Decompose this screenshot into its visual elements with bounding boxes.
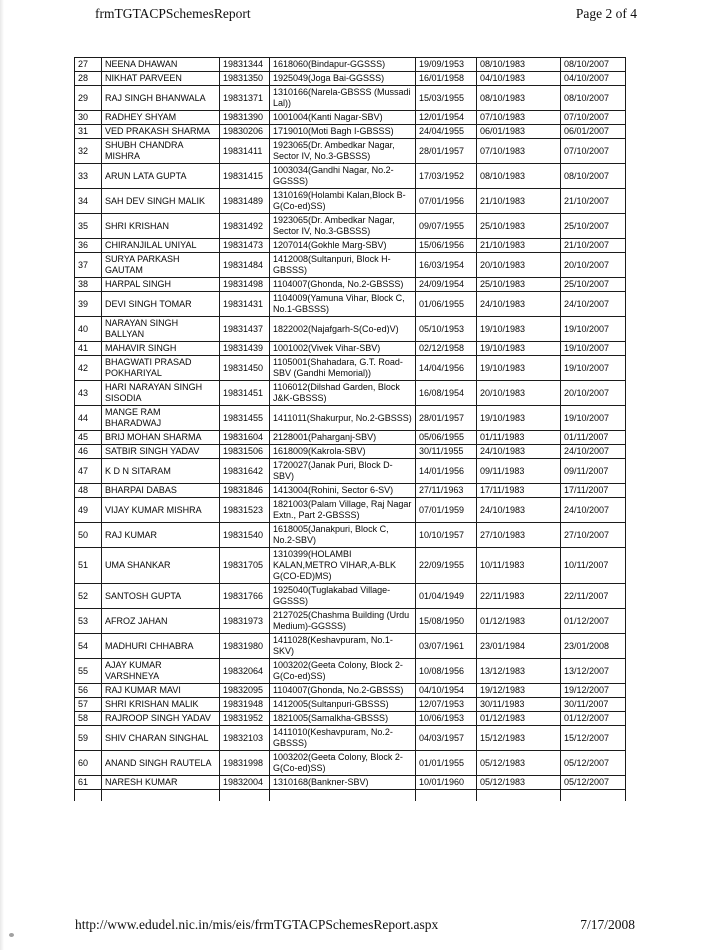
report-table-body bbox=[75, 58, 626, 802]
cell-dob: 15/06/1956 bbox=[416, 239, 477, 253]
cell-appointment_date: 09/11/1983 bbox=[477, 459, 561, 484]
cell-appointment_date: 21/10/1983 bbox=[477, 239, 561, 253]
cell-acp_date: 08/10/2007 bbox=[561, 86, 626, 111]
cell-school: 1001002(Vivek Vihar-SBV) bbox=[270, 342, 416, 356]
cell-name: RADHEY SHYAM bbox=[102, 111, 220, 125]
cell-school: 1411011(Shakurpur, No.2-GBSSS) bbox=[270, 406, 416, 431]
cell-school: 1105001(Shahadara, G.T. Road-SBV (Gandhi Memorial)) bbox=[270, 356, 416, 381]
cell-appointment_date: 08/10/1983 bbox=[477, 86, 561, 111]
cell-emp_id: 19831473 bbox=[220, 239, 270, 253]
cell-dob: 14/04/1956 bbox=[416, 356, 477, 381]
cell-dob: 10/01/1960 bbox=[416, 776, 477, 790]
cell-appointment_date: 19/10/1983 bbox=[477, 356, 561, 381]
cell-sno: 51 bbox=[75, 548, 102, 584]
cell-name: MAHAVIR SINGH bbox=[102, 342, 220, 356]
cell-empty bbox=[477, 790, 561, 802]
source-url: http://www.edudel.nic.in/mis/eis/frmTGTACPSchemesReport.aspx bbox=[75, 917, 439, 932]
cell-dob: 03/07/1961 bbox=[416, 634, 477, 659]
table-row bbox=[75, 484, 626, 498]
cell-emp_id: 19832064 bbox=[220, 659, 270, 684]
cell-sno: 29 bbox=[75, 86, 102, 111]
cell-sno: 55 bbox=[75, 659, 102, 684]
cell-emp_id: 19832095 bbox=[220, 684, 270, 698]
cell-acp_date: 10/11/2007 bbox=[561, 548, 626, 584]
cell-acp_date: 01/11/2007 bbox=[561, 431, 626, 445]
cell-acp_date: 27/10/2007 bbox=[561, 523, 626, 548]
cell-dob: 22/09/1955 bbox=[416, 548, 477, 584]
cell-sno: 41 bbox=[75, 342, 102, 356]
cell-emp_id: 19831484 bbox=[220, 253, 270, 278]
cell-dob: 15/03/1955 bbox=[416, 86, 477, 111]
cell-school: 1925049(Joga Bai-GGSSS) bbox=[270, 72, 416, 86]
cell-sno: 39 bbox=[75, 292, 102, 317]
cell-appointment_date: 27/10/1983 bbox=[477, 523, 561, 548]
cell-school: 1411010(Keshavpuram, No.2-GBSSS) bbox=[270, 726, 416, 751]
cell-appointment_date: 25/10/1983 bbox=[477, 278, 561, 292]
cell-name: BHARPAI DABAS bbox=[102, 484, 220, 498]
table-row bbox=[75, 381, 626, 406]
cell-sno: 50 bbox=[75, 523, 102, 548]
cell-sno: 59 bbox=[75, 726, 102, 751]
cell-name: AFROZ JAHAN bbox=[102, 609, 220, 634]
scan-speck bbox=[9, 933, 14, 937]
table-row bbox=[75, 584, 626, 609]
cell-empty bbox=[416, 790, 477, 802]
cell-name: NEENA DHAWAN bbox=[102, 58, 220, 72]
cell-acp_date: 19/10/2007 bbox=[561, 406, 626, 431]
cell-appointment_date: 24/10/1983 bbox=[477, 445, 561, 459]
cell-appointment_date: 19/10/1983 bbox=[477, 317, 561, 342]
print-date: 7/17/2008 bbox=[580, 917, 635, 932]
cell-dob: 14/01/1956 bbox=[416, 459, 477, 484]
cell-name: MANGE RAM BHARADWAJ bbox=[102, 406, 220, 431]
cell-appointment_date: 23/01/1984 bbox=[477, 634, 561, 659]
cell-appointment_date: 08/10/1983 bbox=[477, 58, 561, 72]
cell-sno: 43 bbox=[75, 381, 102, 406]
cell-acp_date: 09/11/2007 bbox=[561, 459, 626, 484]
cell-emp_id: 19831415 bbox=[220, 164, 270, 189]
cell-school: 1003202(Geeta Colony, Block 2-G(Co-ed)SS) bbox=[270, 751, 416, 776]
cell-sno: 44 bbox=[75, 406, 102, 431]
cell-name: BRIJ MOHAN SHARMA bbox=[102, 431, 220, 445]
cell-name: HARI NARAYAN SINGH SISODIA bbox=[102, 381, 220, 406]
cell-name: SANTOSH GUPTA bbox=[102, 584, 220, 609]
cell-acp_date: 13/12/2007 bbox=[561, 659, 626, 684]
cell-school: 1104007(Ghonda, No.2-GBSSS) bbox=[270, 278, 416, 292]
cell-emp_id: 19831455 bbox=[220, 406, 270, 431]
cell-name: ANAND SINGH RAUTELA bbox=[102, 751, 220, 776]
cell-name: HARPAL SINGH bbox=[102, 278, 220, 292]
cell-emp_id: 19831411 bbox=[220, 139, 270, 164]
cell-dob: 12/07/1953 bbox=[416, 698, 477, 712]
cell-school: 2127025(Chashma Building (Urdu Medium)-GGSSS) bbox=[270, 609, 416, 634]
cell-appointment_date: 25/10/1983 bbox=[477, 214, 561, 239]
cell-appointment_date: 22/11/1983 bbox=[477, 584, 561, 609]
cell-acp_date: 24/10/2007 bbox=[561, 498, 626, 523]
cell-name: SHUBH CHANDRA MISHRA bbox=[102, 139, 220, 164]
cell-sno: 57 bbox=[75, 698, 102, 712]
cell-dob: 10/10/1957 bbox=[416, 523, 477, 548]
table-row bbox=[75, 72, 626, 86]
cell-acp_date: 07/10/2007 bbox=[561, 139, 626, 164]
table-row bbox=[75, 342, 626, 356]
cell-acp_date: 21/10/2007 bbox=[561, 239, 626, 253]
table-row bbox=[75, 58, 626, 72]
cell-school: 1720027(Janak Puri, Block D-SBV) bbox=[270, 459, 416, 484]
table-row bbox=[75, 751, 626, 776]
cell-acp_date: 08/10/2007 bbox=[561, 58, 626, 72]
table-row bbox=[75, 253, 626, 278]
cell-acp_date: 08/10/2007 bbox=[561, 164, 626, 189]
table-row bbox=[75, 189, 626, 214]
cell-appointment_date: 10/11/1983 bbox=[477, 548, 561, 584]
cell-school: 1310168(Bankner-SBV) bbox=[270, 776, 416, 790]
cell-sno: 49 bbox=[75, 498, 102, 523]
cell-school: 1001004(Kanti Nagar-SBV) bbox=[270, 111, 416, 125]
table-row bbox=[75, 86, 626, 111]
cell-appointment_date: 01/12/1983 bbox=[477, 609, 561, 634]
cell-acp_date: 19/10/2007 bbox=[561, 317, 626, 342]
cell-sno: 31 bbox=[75, 125, 102, 139]
table-row bbox=[75, 445, 626, 459]
cell-dob: 04/10/1954 bbox=[416, 684, 477, 698]
cell-emp_id: 19831642 bbox=[220, 459, 270, 484]
cell-emp_id: 19831980 bbox=[220, 634, 270, 659]
table-row bbox=[75, 111, 626, 125]
cell-sno: 30 bbox=[75, 111, 102, 125]
cell-school: 1411028(Keshavpuram, No.1-SKV) bbox=[270, 634, 416, 659]
cell-sno: 42 bbox=[75, 356, 102, 381]
cell-dob: 10/08/1956 bbox=[416, 659, 477, 684]
cell-acp_date: 05/12/2007 bbox=[561, 751, 626, 776]
cell-name: NIKHAT PARVEEN bbox=[102, 72, 220, 86]
cell-sno: 53 bbox=[75, 609, 102, 634]
cell-sno: 54 bbox=[75, 634, 102, 659]
cell-school: 1923065(Dr. Ambedkar Nagar, Sector IV, No.3-GBSSS) bbox=[270, 214, 416, 239]
cell-dob: 28/01/1957 bbox=[416, 406, 477, 431]
cell-school: 1310169(Holambi Kalan,Block B-G(Co-ed)SS) bbox=[270, 189, 416, 214]
cell-acp_date: 19/10/2007 bbox=[561, 342, 626, 356]
cell-acp_date: 19/12/2007 bbox=[561, 684, 626, 698]
table-row bbox=[75, 317, 626, 342]
cell-school: 1822002(Najafgarh-S(Co-ed)V) bbox=[270, 317, 416, 342]
cell-appointment_date: 07/10/1983 bbox=[477, 111, 561, 125]
cell-dob: 24/09/1954 bbox=[416, 278, 477, 292]
cell-sno: 34 bbox=[75, 189, 102, 214]
cell-emp_id: 19831973 bbox=[220, 609, 270, 634]
cell-emp_id: 19831705 bbox=[220, 548, 270, 584]
cell-emp_id: 19831492 bbox=[220, 214, 270, 239]
cell-name: BHAGWATI PRASAD POKHARIYAL bbox=[102, 356, 220, 381]
table-row bbox=[75, 292, 626, 317]
cell-acp_date: 24/10/2007 bbox=[561, 445, 626, 459]
cell-school: 1207014(Gokhle Marg-SBV) bbox=[270, 239, 416, 253]
cell-emp_id: 19831450 bbox=[220, 356, 270, 381]
cell-sno: 46 bbox=[75, 445, 102, 459]
cell-sno: 37 bbox=[75, 253, 102, 278]
cell-acp_date: 30/11/2007 bbox=[561, 698, 626, 712]
cell-empty bbox=[75, 790, 102, 802]
cell-name: SATBIR SINGH YADAV bbox=[102, 445, 220, 459]
table-row bbox=[75, 726, 626, 751]
cell-acp_date: 20/10/2007 bbox=[561, 253, 626, 278]
table-row bbox=[75, 214, 626, 239]
cell-sno: 40 bbox=[75, 317, 102, 342]
cell-sno: 56 bbox=[75, 684, 102, 698]
table-row bbox=[75, 356, 626, 381]
cell-emp_id: 19830206 bbox=[220, 125, 270, 139]
acp-schemes-report-table bbox=[74, 57, 626, 801]
cell-acp_date: 25/10/2007 bbox=[561, 278, 626, 292]
cell-sno: 45 bbox=[75, 431, 102, 445]
cell-appointment_date: 05/12/1983 bbox=[477, 751, 561, 776]
cell-name: VIJAY KUMAR MISHRA bbox=[102, 498, 220, 523]
cell-dob: 09/07/1955 bbox=[416, 214, 477, 239]
cell-acp_date: 05/12/2007 bbox=[561, 776, 626, 790]
cell-emp_id: 19831350 bbox=[220, 72, 270, 86]
cell-emp_id: 19831766 bbox=[220, 584, 270, 609]
cell-empty bbox=[220, 790, 270, 802]
cell-empty bbox=[102, 790, 220, 802]
cell-name: ARUN LATA GUPTA bbox=[102, 164, 220, 189]
cell-name: AJAY KUMAR VARSHNEYA bbox=[102, 659, 220, 684]
cell-appointment_date: 19/10/1983 bbox=[477, 406, 561, 431]
cell-school: 1821003(Palam Village, Raj Nagar Extn., Part 2-GBSSS) bbox=[270, 498, 416, 523]
cell-school: 1618005(Janakpuri, Block C, No.2-SBV) bbox=[270, 523, 416, 548]
table-row bbox=[75, 609, 626, 634]
cell-emp_id: 19832004 bbox=[220, 776, 270, 790]
table-row bbox=[75, 712, 626, 726]
cell-dob: 02/12/1958 bbox=[416, 342, 477, 356]
cell-appointment_date: 20/10/1983 bbox=[477, 253, 561, 278]
cell-appointment_date: 01/11/1983 bbox=[477, 431, 561, 445]
cell-appointment_date: 01/12/1983 bbox=[477, 712, 561, 726]
cell-dob: 19/09/1953 bbox=[416, 58, 477, 72]
cell-emp_id: 19831604 bbox=[220, 431, 270, 445]
table-row bbox=[75, 634, 626, 659]
cell-sno: 47 bbox=[75, 459, 102, 484]
cell-dob: 01/01/1955 bbox=[416, 751, 477, 776]
cell-acp_date: 07/10/2007 bbox=[561, 111, 626, 125]
cell-dob: 04/03/1957 bbox=[416, 726, 477, 751]
cell-school: 1106012(Dilshad Garden, Block J&K-GBSSS) bbox=[270, 381, 416, 406]
cell-dob: 30/11/1955 bbox=[416, 445, 477, 459]
cell-appointment_date: 17/11/1983 bbox=[477, 484, 561, 498]
cell-emp_id: 19832103 bbox=[220, 726, 270, 751]
table-row bbox=[75, 125, 626, 139]
cell-dob: 05/10/1953 bbox=[416, 317, 477, 342]
cell-emp_id: 19831489 bbox=[220, 189, 270, 214]
cell-name: CHIRANJILAL UNIYAL bbox=[102, 239, 220, 253]
cell-emp_id: 19831948 bbox=[220, 698, 270, 712]
table-row bbox=[75, 139, 626, 164]
table-row bbox=[75, 406, 626, 431]
cell-name: DEVI SINGH TOMAR bbox=[102, 292, 220, 317]
cell-acp_date: 21/10/2007 bbox=[561, 189, 626, 214]
cell-acp_date: 23/01/2008 bbox=[561, 634, 626, 659]
cell-school: 1104007(Ghonda, No.2-GBSSS) bbox=[270, 684, 416, 698]
cell-dob: 27/11/1963 bbox=[416, 484, 477, 498]
cell-appointment_date: 08/10/1983 bbox=[477, 164, 561, 189]
cell-appointment_date: 30/11/1983 bbox=[477, 698, 561, 712]
cell-emp_id: 19831952 bbox=[220, 712, 270, 726]
table-row bbox=[75, 698, 626, 712]
cell-emp_id: 19831523 bbox=[220, 498, 270, 523]
cell-school: 1618009(Kakrola-SBV) bbox=[270, 445, 416, 459]
cell-name: VED PRAKASH SHARMA bbox=[102, 125, 220, 139]
cell-sno: 60 bbox=[75, 751, 102, 776]
cell-empty bbox=[270, 790, 416, 802]
cell-name: SURYA PARKASH GAUTAM bbox=[102, 253, 220, 278]
cell-emp_id: 19831437 bbox=[220, 317, 270, 342]
cell-emp_id: 19831439 bbox=[220, 342, 270, 356]
table-row bbox=[75, 523, 626, 548]
cell-name: RAJ SINGH BHANWALA bbox=[102, 86, 220, 111]
cell-appointment_date: 06/01/1983 bbox=[477, 125, 561, 139]
cell-school: 1104009(Yamuna Vihar, Block C, No.1-GBSSS) bbox=[270, 292, 416, 317]
table-row bbox=[75, 498, 626, 523]
cell-name: NARAYAN SINGH BALLYAN bbox=[102, 317, 220, 342]
cell-name: RAJ KUMAR bbox=[102, 523, 220, 548]
cell-name: SAH DEV SINGH MALIK bbox=[102, 189, 220, 214]
table-row bbox=[75, 776, 626, 790]
cell-name: NARESH KUMAR bbox=[102, 776, 220, 790]
table-row bbox=[75, 548, 626, 584]
cell-appointment_date: 04/10/1983 bbox=[477, 72, 561, 86]
cell-name: RAJROOP SINGH YADAV bbox=[102, 712, 220, 726]
cell-sno: 35 bbox=[75, 214, 102, 239]
cell-dob: 01/04/1949 bbox=[416, 584, 477, 609]
cell-dob: 07/01/1959 bbox=[416, 498, 477, 523]
cell-dob: 16/01/1958 bbox=[416, 72, 477, 86]
cell-school: 2128001(Paharganj-SBV) bbox=[270, 431, 416, 445]
cell-acp_date: 19/10/2007 bbox=[561, 356, 626, 381]
cell-acp_date: 01/12/2007 bbox=[561, 609, 626, 634]
cell-empty bbox=[561, 790, 626, 802]
cell-acp_date: 20/10/2007 bbox=[561, 381, 626, 406]
cell-acp_date: 24/10/2007 bbox=[561, 292, 626, 317]
cell-sno: 58 bbox=[75, 712, 102, 726]
table-row bbox=[75, 278, 626, 292]
cell-dob: 16/03/1954 bbox=[416, 253, 477, 278]
cell-sno: 33 bbox=[75, 164, 102, 189]
cell-acp_date: 17/11/2007 bbox=[561, 484, 626, 498]
cell-school: 1003202(Geeta Colony, Block 2-G(Co-ed)SS) bbox=[270, 659, 416, 684]
scan-edge-shading bbox=[0, 0, 4, 950]
page-number-label: Page 2 of 4 bbox=[575, 6, 637, 21]
cell-dob: 15/08/1950 bbox=[416, 609, 477, 634]
table-row bbox=[75, 239, 626, 253]
print-footer bbox=[75, 917, 635, 933]
cell-acp_date: 22/11/2007 bbox=[561, 584, 626, 609]
cell-school: 1719010(Moti Bagh I-GBSSS) bbox=[270, 125, 416, 139]
cell-name: K D N SITARAM bbox=[102, 459, 220, 484]
cell-school: 1618060(Bindapur-GGSSS) bbox=[270, 58, 416, 72]
cell-sno: 48 bbox=[75, 484, 102, 498]
cell-name: SHRI KRISHAN bbox=[102, 214, 220, 239]
cell-acp_date: 06/01/2007 bbox=[561, 125, 626, 139]
cell-acp_date: 15/12/2007 bbox=[561, 726, 626, 751]
cell-dob: 28/01/1957 bbox=[416, 139, 477, 164]
cell-emp_id: 19831371 bbox=[220, 86, 270, 111]
cell-appointment_date: 13/12/1983 bbox=[477, 659, 561, 684]
cell-dob: 12/01/1954 bbox=[416, 111, 477, 125]
cell-appointment_date: 24/10/1983 bbox=[477, 498, 561, 523]
cell-school: 1310166(Narela-GBSSS (Mussadi Lal)) bbox=[270, 86, 416, 111]
report-title: frmTGTACPSchemesReport bbox=[95, 6, 251, 21]
cell-appointment_date: 21/10/1983 bbox=[477, 189, 561, 214]
cell-emp_id: 19831498 bbox=[220, 278, 270, 292]
cell-emp_id: 19831451 bbox=[220, 381, 270, 406]
cell-dob: 17/03/1952 bbox=[416, 164, 477, 189]
cell-acp_date: 04/10/2007 bbox=[561, 72, 626, 86]
cell-emp_id: 19831344 bbox=[220, 58, 270, 72]
cell-appointment_date: 19/12/1983 bbox=[477, 684, 561, 698]
cell-appointment_date: 07/10/1983 bbox=[477, 139, 561, 164]
table-row bbox=[75, 659, 626, 684]
table-row-cutoff bbox=[75, 790, 626, 802]
cell-name: SHRI KRISHAN MALIK bbox=[102, 698, 220, 712]
cell-school: 1310399(HOLAMBI KALAN,METRO VIHAR,A-BLK G(CO-ED)MS) bbox=[270, 548, 416, 584]
table-row bbox=[75, 684, 626, 698]
cell-appointment_date: 20/10/1983 bbox=[477, 381, 561, 406]
cell-school: 1412008(Sultanpuri, Block H-GBSSS) bbox=[270, 253, 416, 278]
cell-school: 1821005(Samalkha-GBSSS) bbox=[270, 712, 416, 726]
cell-name: UMA SHANKAR bbox=[102, 548, 220, 584]
cell-dob: 10/06/1953 bbox=[416, 712, 477, 726]
cell-sno: 28 bbox=[75, 72, 102, 86]
cell-school: 1003034(Gandhi Nagar, No.2-GGSSS) bbox=[270, 164, 416, 189]
cell-appointment_date: 15/12/1983 bbox=[477, 726, 561, 751]
cell-acp_date: 25/10/2007 bbox=[561, 214, 626, 239]
cell-school: 1923065(Dr. Ambedkar Nagar, Sector IV, No.3-GBSSS) bbox=[270, 139, 416, 164]
cell-emp_id: 19831506 bbox=[220, 445, 270, 459]
cell-appointment_date: 19/10/1983 bbox=[477, 342, 561, 356]
cell-emp_id: 19831998 bbox=[220, 751, 270, 776]
cell-name: MADHURI CHHABRA bbox=[102, 634, 220, 659]
cell-name: SHIV CHARAN SINGHAL bbox=[102, 726, 220, 751]
cell-name: RAJ KUMAR MAVI bbox=[102, 684, 220, 698]
cell-school: 1412005(Sultanpuri-GBSSS) bbox=[270, 698, 416, 712]
cell-acp_date: 01/12/2007 bbox=[561, 712, 626, 726]
cell-dob: 01/06/1955 bbox=[416, 292, 477, 317]
cell-appointment_date: 05/12/1983 bbox=[477, 776, 561, 790]
cell-sno: 32 bbox=[75, 139, 102, 164]
cell-sno: 52 bbox=[75, 584, 102, 609]
cell-appointment_date: 24/10/1983 bbox=[477, 292, 561, 317]
cell-sno: 38 bbox=[75, 278, 102, 292]
table-row bbox=[75, 431, 626, 445]
cell-sno: 61 bbox=[75, 776, 102, 790]
cell-sno: 36 bbox=[75, 239, 102, 253]
table-row bbox=[75, 164, 626, 189]
cell-sno: 27 bbox=[75, 58, 102, 72]
cell-emp_id: 19831540 bbox=[220, 523, 270, 548]
print-header bbox=[95, 6, 637, 22]
cell-dob: 24/04/1955 bbox=[416, 125, 477, 139]
cell-emp_id: 19831390 bbox=[220, 111, 270, 125]
cell-dob: 05/06/1955 bbox=[416, 431, 477, 445]
cell-emp_id: 19831846 bbox=[220, 484, 270, 498]
cell-school: 1413004(Rohini, Sector 6-SV) bbox=[270, 484, 416, 498]
cell-dob: 07/01/1956 bbox=[416, 189, 477, 214]
cell-school: 1925040(Tuglakabad Village-GGSSS) bbox=[270, 584, 416, 609]
cell-dob: 16/08/1954 bbox=[416, 381, 477, 406]
table-row bbox=[75, 459, 626, 484]
cell-emp_id: 19831431 bbox=[220, 292, 270, 317]
